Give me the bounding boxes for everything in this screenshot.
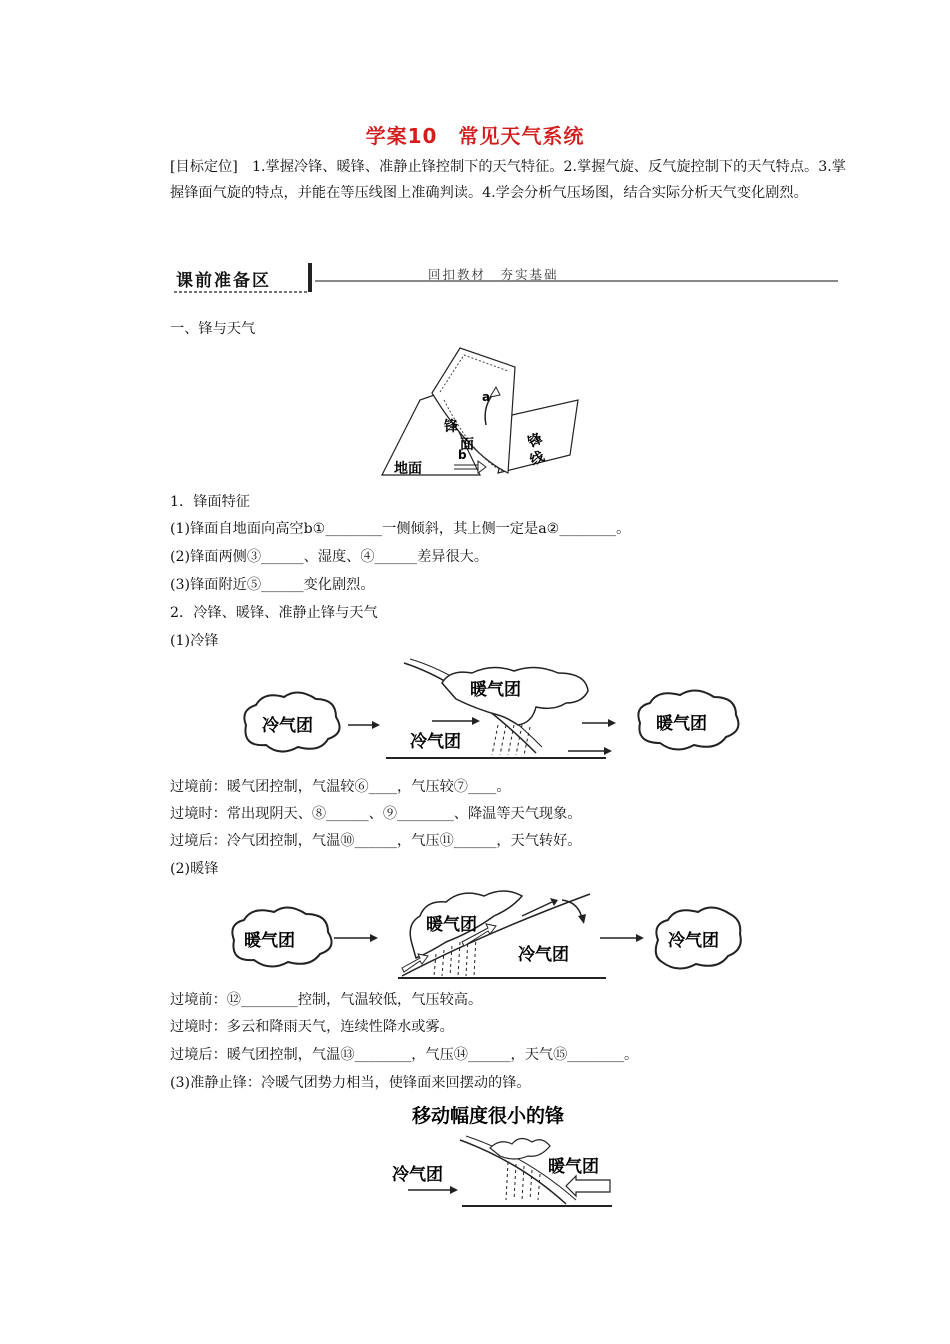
front-surface-diagram	[380, 345, 590, 480]
warm-left-cloud-label: 暖气团	[244, 931, 295, 951]
stationary-front-line: (3)准静止锋：冷暖气团势力相当，使锋面来回摆动的锋。	[170, 1075, 531, 1091]
cold-front-title: (1)冷锋	[170, 633, 219, 649]
s1-line-3: (3)锋面附近⑤______变化剧烈。	[170, 577, 375, 593]
warm-cold-mass-label: 冷气团	[518, 945, 569, 965]
goal-paragraph: [目标定位] 1.掌握冷锋、暖锋、准静止锋控制下的天气特征。2.掌握气旋、反气旋控制下的天气特点。3.掌握锋面气旋的特点，并能在等压线图上准确判读。4.学会分析气压场图，结合实际分析天气变化剧烈。	[170, 159, 846, 201]
section-header	[170, 262, 838, 296]
warm-front-diagram	[222, 884, 742, 984]
stationary-warm-mass-label: 暖气团	[548, 1157, 599, 1177]
fig1-label-xian: 线	[527, 448, 548, 470]
warm-line-1: 过境前：⑫________控制，气温较低，气压较高。	[170, 992, 483, 1008]
s1-title: 1．锋面特征	[170, 494, 250, 510]
warm-warm-mass-label: 暖气团	[426, 915, 477, 935]
fig1-label-ground: 地面	[394, 461, 422, 477]
cold-right-cloud-label: 暖气团	[656, 714, 707, 734]
stationary-cold-mass-label: 冷气团	[392, 1165, 443, 1185]
warm-front-title: (2)暖锋	[170, 861, 219, 877]
stationary-front-diagram	[380, 1100, 620, 1215]
fig1-label-face: 面	[460, 437, 474, 453]
warm-line-2: 过境时：多云和降雨天气，连续性降水或雾。	[170, 1019, 454, 1035]
cold-line-2: 过境时：常出现阴天、⑧______、⑨________、降温等天气现象。	[170, 806, 582, 822]
cold-left-cloud-label: 冷气团	[262, 716, 313, 736]
cold-line-3: 过境后：冷气团控制，气温⑩______，气压⑪______，天气转好。	[170, 833, 582, 849]
page-title: 学案10 常见天气系统	[365, 124, 585, 148]
fig1-label-a: a	[482, 390, 491, 404]
fig1-label-feng: 锋	[525, 430, 546, 452]
cold-cold-mass-label: 冷气团	[410, 732, 461, 752]
cold-front-diagram	[236, 655, 746, 770]
heading-front-weather: 一、锋与天气	[170, 321, 256, 337]
fig1-label-front: 锋	[444, 419, 458, 435]
cold-line-1: 过境前：暖气团控制，气温较⑥____，气压较⑦____。	[170, 779, 511, 795]
stationary-caption: 移动幅度很小的锋	[412, 1105, 565, 1127]
s1-line-2: (2)锋面两侧③______、湿度、④______差异很大。	[170, 549, 489, 565]
fig1-label-b: b	[458, 448, 467, 462]
section-subtitle: 回扣教材 夯实基础	[428, 267, 559, 282]
section-title: 课前准备区	[176, 271, 271, 291]
warm-line-3: 过境后：暖气团控制，气温⑬________，气压⑭______，天气⑮________。	[170, 1047, 639, 1063]
cold-warm-mass-label: 暖气团	[470, 680, 521, 700]
s2-title: 2．冷锋、暖锋、准静止锋与天气	[170, 605, 378, 621]
s1-line-1: (1)锋面自地面向高空b①________一侧倾斜，其上侧一定是a②________。	[170, 521, 631, 537]
warm-right-cloud-label: 冷气团	[668, 931, 719, 951]
